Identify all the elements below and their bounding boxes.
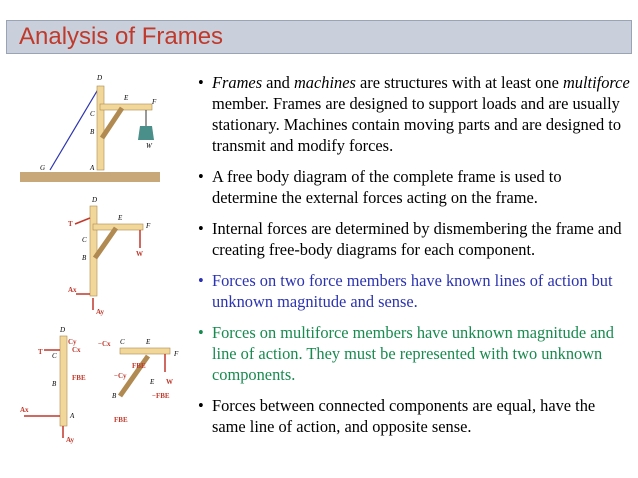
fbd-member-CEF <box>93 224 143 230</box>
fbd-label-Ax: Ax <box>68 286 77 294</box>
fbd-label-D: D <box>92 196 98 204</box>
fbd-label-Ay: Ay <box>96 308 105 316</box>
fbd-label-B: B <box>82 254 87 262</box>
slide-title: Analysis of Frames <box>19 23 224 50</box>
dis-label-negCx: −Cx <box>98 340 111 348</box>
dis-label-E2: E <box>150 378 155 386</box>
label-D: D <box>97 74 103 82</box>
dis-label-C: C <box>52 352 57 360</box>
bullet-list <box>198 72 630 447</box>
bullet-text: Frames <box>212 73 263 92</box>
dis-label-T: T <box>38 348 43 356</box>
member-ABCD-separate <box>60 336 67 426</box>
dis-label-FBE3: FBE <box>114 416 128 424</box>
bullet-text: member. Frames are designed to support loads and are usually stationary. Machines contain moving parts and are designed to transmit and modify forces. <box>212 94 622 155</box>
force-T-arrow <box>75 218 90 224</box>
dis-label-Ax: Ax <box>20 406 29 414</box>
bullet-item <box>198 218 630 260</box>
frame-diagrams <box>20 66 190 466</box>
bullet-text: Forces between connected components are equal, have the same line of action, and opposite sense. <box>212 396 596 436</box>
bullet-item <box>198 322 630 385</box>
member-ABCD <box>97 86 104 170</box>
bullet-text: Forces on multiforce members have unknown magnitude and line of action. They must be represented with two unknown components. <box>212 323 614 384</box>
figure-complete-frame <box>20 74 160 182</box>
fbd-label-T: T <box>68 220 73 228</box>
dis-label-D: D <box>60 326 66 334</box>
dis-label-E: E <box>146 338 151 346</box>
label-C: C <box>90 110 95 118</box>
bullet-text: Internal forces are determined by dismembering the frame and creating free-body diagrams for each component. <box>212 219 622 259</box>
bullet-text: Forces on two force members have known lines of action but unknown magnitude and sense. <box>212 271 613 311</box>
fbd-label-E: E <box>118 214 123 222</box>
fbd-member-BE <box>95 228 116 258</box>
title-bar <box>6 20 632 54</box>
label-F: F <box>152 98 157 106</box>
ground <box>20 172 160 182</box>
bullet-dot: • <box>198 323 204 342</box>
dis-label-FBE2: FBE <box>132 362 146 370</box>
dis-label-B: B <box>52 380 57 388</box>
bullet-dot: • <box>198 167 204 186</box>
figure-dismembered-frame <box>20 326 179 444</box>
bullet-item <box>198 270 630 312</box>
bullet-dot: • <box>198 73 204 92</box>
bullet-text: machines <box>293 73 356 92</box>
dis-label-negFBE: −FBE <box>152 392 170 400</box>
dis-label-Cx: Cx <box>72 346 81 354</box>
bullet-item <box>198 395 630 437</box>
bullet-dot: • <box>198 219 204 238</box>
dis-label-B2: B <box>112 392 117 400</box>
dis-label-Cy: Cy <box>68 338 77 346</box>
bullet-item <box>198 72 630 156</box>
figure-free-body-frame <box>68 196 151 316</box>
member-BE <box>102 108 122 138</box>
label-W: W <box>146 142 152 150</box>
dis-label-C2: C <box>120 338 125 346</box>
bullet-dot: • <box>198 396 204 415</box>
dis-label-W: W <box>166 378 173 386</box>
fbd-member-ABCD <box>90 206 97 296</box>
bullet-text: A free body diagram of the complete frame is used to determine the external forces acting on the frame. <box>212 167 562 207</box>
member-CEF <box>100 104 152 110</box>
bullet-text: and <box>262 73 294 92</box>
weight-W <box>138 126 154 140</box>
bullet-text: multiforce <box>562 73 630 92</box>
bullet-dot: • <box>198 271 204 290</box>
fbd-label-F: F <box>146 222 151 230</box>
fbd-label-C: C <box>82 236 87 244</box>
label-G: G <box>40 164 46 172</box>
label-B: B <box>90 128 95 136</box>
dis-label-negCy: −Cy <box>114 372 127 380</box>
bullet-text: are structures with at least one <box>355 73 563 92</box>
dis-label-FBE: FBE <box>72 374 86 382</box>
dis-label-A: A <box>70 412 75 420</box>
label-E: E <box>124 94 129 102</box>
fbd-label-W: W <box>136 250 143 258</box>
dis-label-F: F <box>174 350 179 358</box>
bullet-item <box>198 166 630 208</box>
label-A: A <box>90 164 95 172</box>
member-CEF-separate <box>120 348 170 354</box>
frame-diagrams-svg <box>20 66 190 466</box>
dis-label-Ay: Ay <box>66 436 75 444</box>
